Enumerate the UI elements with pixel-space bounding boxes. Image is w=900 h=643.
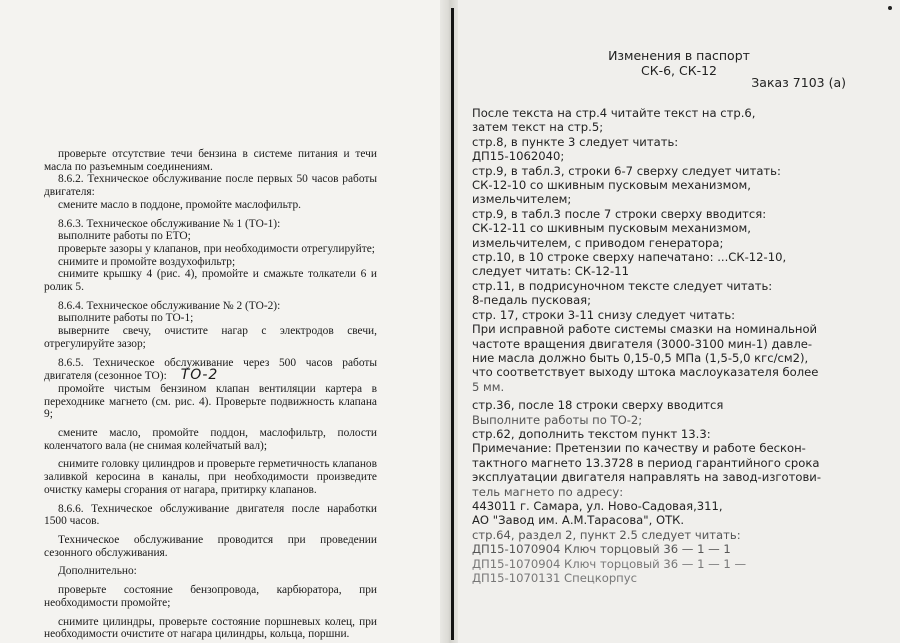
paragraph: снимите крышку 4 (рис. 4), промойте и смажьте толкатели 6 и ролик 5.: [44, 268, 377, 294]
errata-line: стр.62, дополнить текстом пункт 13.3:: [472, 426, 711, 441]
section-heading-text: 8.6.5. Техническое обслуживание через 500 часов работы двигателя (сезонное ТО):: [44, 356, 377, 383]
paragraph: снимите цилиндры, проверьте состояние поршневых колец, при необходимости очистите от нагара цилиндры, кольца, поршни.: [44, 615, 377, 641]
errata-line: СК-12-10 со шкивным пусковым механизмом,: [472, 178, 751, 193]
errata-line: При исправной работе системы смазки на номинальной: [472, 322, 818, 337]
paragraph: выполните работы по ЕТО;: [58, 230, 191, 243]
paragraph: смените масло в поддоне, промойте маслофильтр.: [58, 198, 302, 211]
section-heading: [44, 357, 377, 383]
errata-line: После текста на стр.4 читайте текст на стр.6,: [472, 106, 756, 120]
errata-line: 5 мм.: [472, 379, 505, 394]
paragraph: Дополнительно:: [58, 565, 137, 578]
errata-line: стр.36, после 18 строки сверху вводится: [472, 398, 724, 413]
section-heading: 8.6.2. Техническое обслуживание после первых 50 часов работы двигателя:: [44, 173, 377, 199]
paragraph: выверните свечу, очистите нагар с электродов свечи, отрегулируйте зазор;: [44, 325, 377, 350]
errata-line: стр.9, в табл.3, строки 6-7 сверху следует читать:: [472, 163, 781, 178]
left-page-text: [44, 148, 377, 641]
section-heading: 8.6.6. Техническое обслуживание двигателя после наработки 1500 часов.: [44, 502, 377, 528]
errata-line: что соответствует выходу штока маслоуказателя более: [472, 365, 819, 380]
errata-line: стр.10, в 10 строке сверху напечатано: ...СК-12-10,: [472, 250, 787, 265]
errata-line: СК-12-11 со шкивным пусковым механизмом,: [472, 221, 751, 236]
left-page: [0, 0, 440, 643]
errata-line: ДП15-1070131 Спецкорпус: [472, 571, 638, 585]
paragraph: проверьте зазоры у клапанов, при необходимости отрегулируйте;: [58, 242, 375, 255]
paragraph: снимите и промойте воздухофильтр;: [58, 255, 236, 268]
errata-line: ДП15-1062040;: [472, 149, 565, 164]
errata-line: 8-педаль пусковая;: [472, 293, 592, 308]
errata-line: стр.8, в пункте 3 следует читать:: [472, 134, 679, 149]
errata-line: тель магнето по адресу:: [472, 484, 624, 499]
paragraph: проверьте состояние бензопровода, карбюратора, при необходимости промойте;: [44, 584, 377, 609]
errata-line: эксплуатации двигателя направлять на завод-изготови-: [472, 470, 822, 485]
errata-line: стр.64, раздел 2, пункт 2.5 следует читать:: [472, 527, 741, 542]
errata-line: ДП15-1070904 Ключ торцовый 36 — 1 — 1 —: [472, 556, 747, 571]
errata-line: следует читать: СК-12-11: [472, 264, 629, 279]
errata-lines: [472, 106, 856, 585]
paragraph: Техническое обслуживание проводится при проведении сезонного обслуживания.: [44, 533, 377, 559]
paragraph: снимите головку цилиндров и проверьте герметичность клапанов заливкой керосина в каналы, при необходимости произведите очистку камеры сгорания от нагара, притирку клапанов.: [44, 458, 377, 496]
errata-line: ние масла должно быть 0,15-0,5 МПа (1,5-5,0 кгс/см2),: [472, 350, 809, 365]
section-heading: 8.6.4. Техническое обслуживание № 2 (ТО-2):: [58, 299, 281, 312]
errata-line: измельчителем, с приводом генератора;: [472, 235, 724, 250]
handwritten-note: ТО-2: [180, 367, 219, 384]
errata-line: стр.9, в табл.3 после 7 строки сверху вводится:: [472, 206, 767, 221]
errata-line: Выполните работы по ТО-2;: [472, 412, 643, 427]
corner-mark: [888, 6, 892, 10]
paragraph: промойте чистым бензином клапан вентиляции картера в переходнике магнето (см. рис. 4). Проверьте подвижность клапана 9;: [44, 382, 377, 421]
order-number: Заказ 7103 (а): [751, 75, 846, 90]
errata-title: Изменения в паспорт: [608, 48, 750, 63]
errata-line: частоте вращения двигателя (3000-3100 мин-1) давле-: [472, 336, 813, 351]
paragraph: смените масло, промойте поддон, маслофильтр, полости коленчатого вала (не снимая колейчатый вал);: [44, 427, 377, 452]
errata-sheet: [472, 48, 856, 585]
errata-line: затем текст на стр.5;: [472, 120, 604, 135]
errata-line: стр.11, в подрисуночном тексте следует читать:: [472, 278, 773, 293]
paragraph: выполните работы по ТО-1;: [58, 312, 194, 325]
errata-line: тактного магнето 13.3728 в период гарантийного срока: [472, 455, 820, 470]
errata-line: ДП15-1070904 Ключ торцовый 36 — 1 — 1: [472, 542, 731, 557]
errata-models: СК-6, СК-12: [640, 63, 718, 78]
book-gutter: [440, 0, 458, 643]
errata-line: измельчителем;: [472, 192, 572, 207]
paragraph: проверьте отсутствие течи бензина в системе питания и течи масла по разъемным соединениям.: [44, 148, 377, 173]
errata-line: АО "Завод им. А.М.Тарасова", ОТК.: [472, 513, 685, 528]
section-heading: 8.6.3. Техническое обслуживание № 1 (ТО-1):: [58, 217, 281, 230]
fold-line: [451, 8, 454, 640]
errata-line: стр. 17, строки 3-11 снизу следует читать:: [472, 307, 736, 322]
errata-line: 443011 г. Самара, ул. Ново-Садовая,311,: [472, 498, 723, 513]
errata-line: Примечание: Претензии по качеству и работе бескон-: [472, 441, 806, 456]
